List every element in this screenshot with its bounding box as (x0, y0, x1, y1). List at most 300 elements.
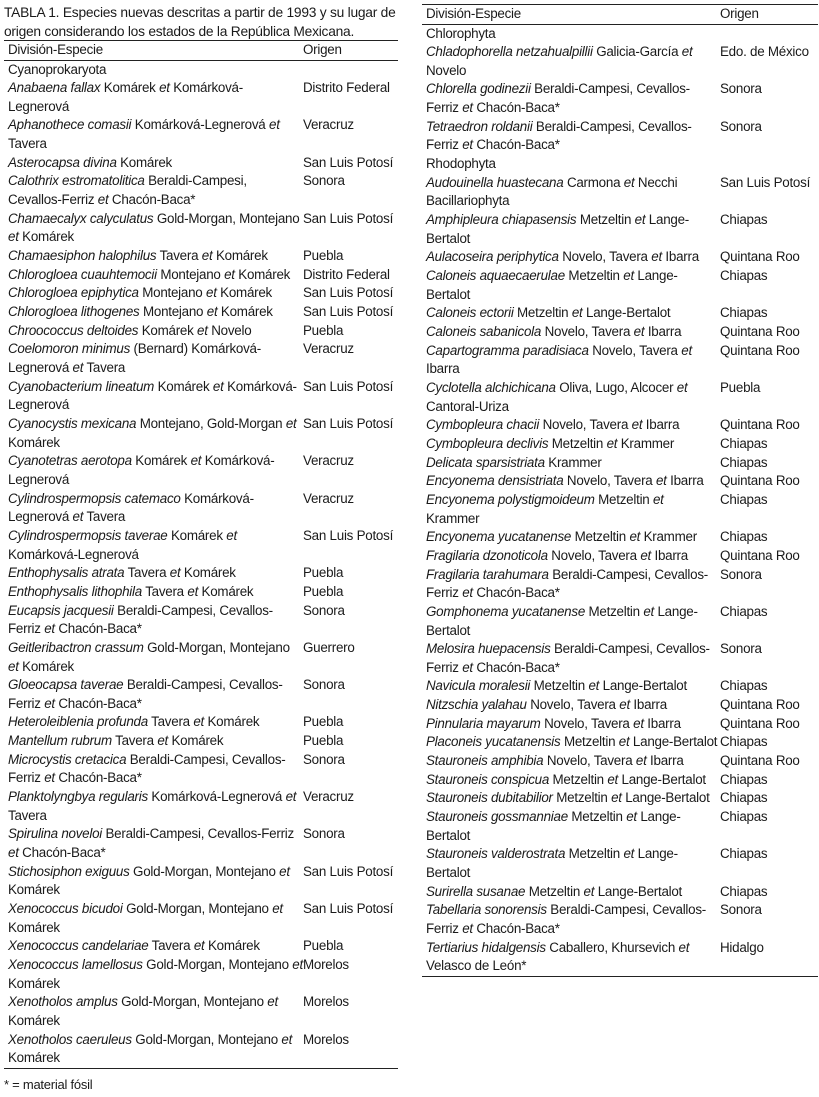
species-name: Geitleribactron crassum (8, 639, 144, 655)
origin-cell: Chiapas (720, 790, 768, 806)
origin-cell: San Luis Potosí (303, 304, 394, 320)
species-name: Cyclotella alchichicana (426, 379, 556, 395)
header-origin: Origen (303, 42, 342, 57)
table-row (4, 266, 398, 285)
table-row (4, 284, 398, 303)
table-row (422, 789, 818, 808)
table-caption: TABLA 1. Especies nuevas descritas a partir de 1993 y su lugar de origen considerando los estados de la República Mexicana. (4, 5, 396, 39)
table-row (422, 715, 818, 734)
table-row (422, 174, 818, 193)
origin-cell: Chiapas (720, 883, 768, 899)
species-name: Stauroneis valderostrata (426, 846, 566, 862)
species-authority: Metzeltin et Lange-Bertalot (533, 678, 687, 694)
species-authority: Beraldi-Campesi, Cevallos-Ferriz et Chacón-Baca* (8, 677, 283, 711)
species-cell (4, 303, 303, 322)
species-cell (4, 340, 303, 377)
species-cell (4, 490, 303, 527)
table-row (422, 118, 818, 155)
table-row (422, 603, 818, 640)
species-cell (4, 266, 303, 285)
species-cell (4, 1031, 303, 1068)
species-name: Chamaecalyx calyculatus (8, 210, 154, 226)
origin-cell: Quintana Roo (720, 342, 800, 358)
species-name: Planktolyngbya regularis (8, 789, 148, 805)
species-authority: Beraldi-Campesi, Cevallos-Ferriz et Chacón-Baca* (8, 173, 247, 208)
species-name: Microcystis cretacica (8, 751, 127, 767)
species-authority: Tavera et Komárek (127, 565, 236, 581)
species-authority: Krammer (548, 454, 602, 470)
table-row (422, 677, 818, 696)
species-cell (422, 174, 720, 193)
species-cell (422, 80, 720, 117)
header-species: División-Especie (426, 6, 521, 21)
species-name: Stauroneis conspicua (426, 771, 550, 787)
origin-cell: Quintana Roo (720, 473, 800, 489)
origin-cell: Puebla (303, 583, 344, 599)
species-authority: Komárek et Komárková-Legnerová (8, 527, 237, 562)
origin-cell: Chiapas (720, 603, 768, 619)
species-cell (422, 789, 720, 808)
species-authority: Beraldi-Campesi, Cevallos-Ferriz et Chacón-Baca* (426, 118, 692, 153)
species-cell (422, 547, 720, 566)
footnote: * = material fósil (4, 1077, 93, 1092)
table-row (4, 602, 398, 639)
species-name: Heteroleiblenia profunda (8, 714, 148, 730)
species-cell (4, 284, 303, 303)
origin-cell: Quintana Roo (720, 417, 800, 433)
table-row (422, 733, 818, 752)
table-row (422, 491, 818, 528)
origin-cell: Puebla (303, 938, 344, 954)
origin-cell: Morelos (303, 1031, 349, 1047)
species-name: Xenococcus candelariae (8, 938, 149, 954)
table-row (4, 788, 398, 825)
species-authority: Gold-Morgan, Montejano et Komárek (8, 901, 283, 935)
species-cell (4, 116, 303, 153)
species-name: Encyonema polystigmoideum (426, 491, 595, 507)
table-row (422, 211, 818, 248)
origin-cell: Veracruz (303, 117, 354, 133)
species-name: Capartogramma paradisiaca (426, 342, 589, 358)
origin-cell: Distrito Federal (303, 266, 390, 282)
species-cell (422, 342, 720, 379)
table-row (4, 154, 398, 173)
table-body (4, 61, 398, 1068)
group-row (422, 192, 818, 211)
origin-cell: San Luis Potosí (303, 285, 394, 301)
table-row (4, 956, 398, 993)
species-authority: Carmona et Necchi (566, 174, 678, 190)
species-authority: Metzeltin et Lange-Bertalot (552, 771, 706, 787)
origin-cell: San Luis Potosí (303, 378, 394, 394)
species-name: Encyonema densistriata (426, 473, 564, 489)
species-authority: Metzeltin et Lange-Bertalot (426, 603, 698, 638)
table-row (422, 883, 818, 902)
species-name: Caloneis sabanicola (426, 324, 542, 339)
table-row (422, 80, 818, 117)
species-name: Asterocapsa divina (8, 154, 117, 170)
origin-cell: Quintana Roo (720, 753, 800, 769)
species-cell (4, 993, 303, 1030)
species-authority: Beraldi-Campesi, Cevallos-Ferriz et Chacón-Baca* (8, 826, 294, 861)
table-row (4, 415, 398, 452)
species-authority: Beraldi-Campesi, Cevallos-Ferriz et Chacón-Baca* (8, 602, 273, 637)
species-authority: Metzeltin et Lange-Bertalot (517, 305, 671, 321)
species-authority: Komárková-Legnerová et Tavera (8, 117, 280, 152)
origin-cell: Chiapas (720, 734, 768, 750)
table-row (422, 323, 818, 342)
species-authority: Gold-Morgan, Montejano et Komárek (8, 994, 278, 1028)
table-row (4, 863, 398, 900)
species-name: Cyanobacterium lineatum (8, 378, 155, 394)
species-authority: Beraldi-Campesi, Cevallos-Ferriz et Chacón-Baca* (426, 902, 707, 936)
species-authority: Novelo, Tavera et Ibarra (566, 473, 704, 489)
origin-cell: Puebla (303, 733, 344, 749)
table-row (4, 583, 398, 602)
table-row (4, 993, 398, 1030)
table-row (4, 900, 398, 937)
table-body (422, 25, 818, 976)
species-name: Fragilaria tarahumara (426, 566, 549, 582)
division-name: Cyanoprokaryota (8, 61, 107, 77)
species-cell (422, 566, 720, 603)
origin-cell: Puebla (303, 248, 344, 264)
origin-cell: Sonora (720, 118, 762, 134)
species-cell (4, 937, 303, 956)
species-name: Stichosiphon exiguus (8, 863, 130, 879)
species-cell (422, 379, 720, 416)
origin-cell: Chiapas (720, 529, 768, 545)
origin-cell: San Luis Potosí (303, 901, 394, 917)
species-name: Cyanotetras aerotopa (8, 453, 132, 469)
species-cell (422, 267, 720, 304)
origin-cell: Puebla (303, 714, 344, 730)
origin-cell: San Luis Potosí (303, 863, 394, 879)
origin-cell: Chiapas (720, 809, 768, 825)
table-row (4, 247, 398, 266)
species-authority: Komárková-Legnerová et Tavera (8, 789, 297, 823)
species-authority: Montejano et Komárek (142, 304, 273, 320)
origin-cell: Puebla (303, 565, 344, 581)
species-authority: Beraldi-Campesi, Cevallos-Ferriz et Chacón-Baca* (8, 751, 286, 786)
species-cell (4, 527, 303, 564)
species-authority: Beraldi-Campesi, Cevallos-Ferriz et Chacón-Baca* (426, 566, 708, 601)
species-name: Nitzschia yalahau (426, 697, 527, 713)
species-name: Cylindrospermopsis catemaco (8, 490, 181, 506)
species-authority: Gold-Morgan, Montejano et Komárek (8, 639, 290, 674)
species-cell (422, 883, 720, 902)
table-row (422, 267, 818, 304)
species-cell (422, 43, 720, 80)
origin-cell: Sonora (720, 641, 762, 657)
species-authority: Novelo, Tavera et Ibarra (546, 753, 684, 769)
table-row (4, 490, 398, 527)
species-authority: Metzeltin et Lange-Bertalot (426, 809, 681, 843)
species-authority: (Bernard) Komárková-Legnerová et Tavera (8, 341, 261, 375)
table-row (4, 825, 398, 862)
table-row (4, 1031, 398, 1068)
species-name: Stauroneis gossmanniae (426, 809, 568, 825)
species-name: Cymbopleura declivis (426, 435, 549, 451)
species-cell (4, 602, 303, 639)
table-row (4, 210, 398, 247)
species-name: Stauroneis dubitabilior (426, 790, 553, 806)
table-row (422, 416, 818, 435)
species-cell (422, 901, 720, 938)
origin-cell: Quintana Roo (720, 324, 800, 339)
species-authority: Novelo, Tavera et Ibarra (542, 417, 680, 433)
table-row (422, 454, 818, 473)
origin-cell: Sonora (720, 902, 762, 918)
species-name: Coelomoron minimus (8, 341, 131, 357)
species-name: Pinnularia mayarum (426, 715, 541, 731)
origin-cell: Chiapas (720, 212, 768, 228)
species-cell (422, 715, 720, 734)
species-cell (422, 416, 720, 435)
species-name: Amphipleura chiapasensis (426, 212, 577, 228)
species-authority: Metzeltin et Lange-Bertalot (426, 846, 678, 881)
division-name: Rhodophyta (426, 156, 496, 172)
species-name: Chlorella godinezii (426, 81, 531, 97)
origin-cell: Veracruz (303, 453, 354, 469)
species-authority: Gold-Morgan, Montejano et Komárek (8, 957, 303, 991)
table-row (4, 676, 398, 713)
species-name: Melosira huepacensis (426, 641, 551, 657)
origin-cell: Hidalgo (720, 939, 764, 955)
species-cell (4, 79, 303, 116)
table-row (4, 340, 398, 377)
species-authority: Tavera et Komárek (145, 583, 254, 599)
species-cell (422, 733, 720, 752)
species-authority: Komárek et Komárková-Legnerová (8, 80, 243, 114)
origin-cell: San Luis Potosí (303, 415, 394, 431)
origin-cell: Chiapas (720, 491, 768, 507)
origin-cell: San Luis Potosí (303, 527, 394, 543)
species-name: Xenotholos amplus (8, 994, 118, 1010)
species-authority: Komárek et Novelo (141, 322, 252, 338)
species-authority: Novelo, Tavera et Ibarra (530, 697, 667, 713)
table-row (422, 752, 818, 771)
table-row (422, 435, 818, 454)
species-authority: Beraldi-Campesi, Cevallos-Ferriz et Chacón-Baca* (426, 641, 710, 675)
table-row (4, 378, 398, 415)
origin-cell: Chiapas (720, 435, 768, 451)
species-cell (422, 677, 720, 696)
species-name: Navicula moralesii (426, 678, 531, 694)
origin-cell: Distrito Federal (303, 80, 390, 96)
table-header (422, 5, 818, 25)
origin-cell: Quintana Roo (720, 249, 800, 265)
origin-cell: Morelos (303, 957, 349, 972)
species-name: Encyonema yucatanense (426, 529, 572, 545)
table-row (422, 808, 818, 845)
species-name: Gomphonema yucatanense (426, 603, 586, 619)
origin-cell: Sonora (303, 173, 345, 189)
origin-cell: Veracruz (303, 490, 354, 506)
species-name: Aulacoseira periphytica (426, 249, 559, 265)
header-origin: Origen (720, 6, 759, 21)
table-row (422, 566, 818, 603)
species-name: Cyanocystis mexicana (8, 415, 137, 431)
origin-cell: San Luis Potosí (303, 210, 394, 226)
species-cell (422, 491, 720, 528)
species-cell (4, 452, 303, 489)
origin-cell: Chiapas (720, 771, 768, 787)
species-authority: Novelo, Tavera et Ibarra (562, 249, 699, 265)
species-authority: Montejano et Komárek (160, 266, 291, 282)
species-authority: Montejano, Gold-Morgan et Komárek (8, 415, 297, 450)
species-authority: Komárek et Komárková-Legnerová (8, 378, 297, 413)
origin-cell: Quintana Roo (720, 697, 800, 713)
species-cell (422, 323, 720, 342)
species-authority: Tavera et Komárek (159, 248, 268, 264)
species-authority: Novelo, Tavera et Ibarra (544, 715, 681, 731)
header-species: División-Especie (8, 42, 103, 57)
species-cell (422, 640, 720, 677)
table-row (4, 564, 398, 583)
species-name: Eucapsis jacquesii (8, 602, 114, 618)
species-cell (4, 788, 303, 825)
species-name: Delicata sparsistriata (426, 454, 545, 470)
species-authority: Gold-Morgan, Montejano et Komárek (8, 210, 300, 245)
division-name: Bacillariophyta (426, 193, 510, 209)
table-row (422, 304, 818, 323)
species-name: Enthophysalis lithophila (8, 583, 142, 599)
species-cell (4, 378, 303, 415)
table-row (422, 342, 818, 379)
species-cell (422, 696, 720, 715)
table-row (422, 248, 818, 267)
table-header (4, 41, 398, 61)
species-authority: Novelo, Tavera et Ibarra (544, 324, 682, 339)
table-row (422, 845, 818, 882)
table-row (422, 771, 818, 790)
species-name: Calothrix estromatolitica (8, 173, 145, 189)
species-name: Tertiarius hidalgensis (426, 939, 546, 955)
species-name: Chlorogloea lithogenes (8, 304, 140, 320)
origin-cell: Edo. de México (720, 44, 809, 60)
division-name: Chlorophyta (426, 25, 496, 41)
table-row (422, 379, 818, 416)
species-name: Gloeocapsa taverae (8, 677, 124, 693)
species-name: Chlorogloea cuauhtemocii (8, 266, 157, 282)
table-row (4, 732, 398, 751)
species-authority: Gold-Morgan, Montejano et Komárek (8, 863, 290, 898)
species-authority: Tavera et Komárek (115, 733, 224, 749)
species-cell (4, 154, 303, 173)
species-cell (422, 211, 720, 248)
species-name: Placoneis yucatanensis (426, 734, 561, 750)
species-authority: Beraldi-Campesi, Cevallos-Ferriz et Chacón-Baca* (426, 81, 690, 116)
origin-cell: Sonora (720, 81, 762, 97)
origin-cell: Sonora (303, 677, 345, 693)
table-row (4, 937, 398, 956)
group-row (4, 61, 398, 80)
table-row (4, 116, 398, 153)
origin-cell: Morelos (303, 994, 349, 1010)
species-authority: Montejano et Komárek (142, 285, 272, 301)
species-cell (4, 900, 303, 937)
species-cell (4, 322, 303, 341)
species-cell (422, 939, 720, 976)
table-row (4, 452, 398, 489)
origin-cell: Puebla (720, 379, 761, 395)
species-name: Chroococcus deltoides (8, 322, 139, 338)
origin-cell: Chiapas (720, 454, 768, 470)
species-name: Surirella susanae (426, 883, 526, 899)
table-row (422, 901, 818, 938)
table-row (422, 472, 818, 491)
species-cell (4, 247, 303, 266)
species-authority: Oliva, Lugo, Alcocer et Cantoral-Uriza (426, 379, 688, 414)
table-row (4, 172, 398, 209)
origin-cell: Veracruz (303, 341, 354, 357)
species-name: Caloneis ectorii (426, 305, 514, 321)
species-authority: Metzeltin et Lange-Bertalot (426, 268, 678, 302)
origin-cell: Quintana Roo (720, 715, 800, 731)
table-row (4, 713, 398, 732)
species-name: Xenococcus lamellosus (8, 957, 143, 972)
species-cell (422, 304, 720, 323)
species-name: Chamaesiphon halophilus (8, 248, 157, 264)
species-name: Xenotholos caeruleus (8, 1031, 132, 1047)
table-row (4, 527, 398, 564)
origin-cell: Sonora (303, 602, 345, 618)
table-row (4, 751, 398, 788)
species-authority: Metzeltin et Krammer (574, 529, 697, 545)
species-cell (4, 415, 303, 452)
table-row (422, 696, 818, 715)
table-row (422, 528, 818, 547)
species-authority: Gold-Morgan, Montejano et Komárek (8, 1031, 293, 1066)
species-authority: Metzeltin et Lange-Bertalot (563, 734, 718, 750)
species-authority: Metzeltin et Lange-Bertalot (528, 883, 683, 899)
species-name: Enthophysalis atrata (8, 565, 125, 581)
origin-cell: San Luis Potosí (303, 154, 394, 170)
species-name: Stauroneis amphibia (426, 753, 544, 769)
species-table-right (422, 4, 818, 977)
species-cell (422, 248, 720, 267)
species-name: Chladophorella netzahualpillii (426, 44, 593, 60)
species-cell (4, 751, 303, 788)
table-row (4, 79, 398, 116)
species-cell (422, 771, 720, 790)
species-cell (4, 172, 303, 209)
table-row (422, 43, 818, 80)
origin-cell: Guerrero (303, 639, 355, 655)
species-cell (422, 472, 720, 491)
species-cell (4, 639, 303, 676)
species-authority: Metzeltin et Lange-Bertalot (556, 790, 710, 806)
species-cell (4, 956, 303, 993)
species-cell (4, 732, 303, 751)
species-authority: Metzeltin et Krammer (426, 491, 664, 526)
species-name: Caloneis aquaecaerulae (426, 268, 565, 284)
species-cell (4, 583, 303, 602)
origin-cell: Chiapas (720, 846, 768, 862)
species-authority: Metzeltin et Krammer (551, 435, 675, 451)
origin-cell: Chiapas (720, 678, 768, 694)
table-row (422, 547, 818, 566)
species-name: Aphanothece comasii (8, 117, 132, 133)
species-name: Anabaena fallax (8, 80, 101, 96)
species-authority: Metzeltin et Lange-Bertalot (426, 212, 689, 246)
species-cell (4, 863, 303, 900)
species-name: Cylindrospermopsis taverae (8, 527, 168, 543)
species-authority: Tavera et Komárek (151, 938, 260, 954)
origin-cell: Chiapas (720, 305, 768, 321)
table-row (422, 640, 818, 677)
